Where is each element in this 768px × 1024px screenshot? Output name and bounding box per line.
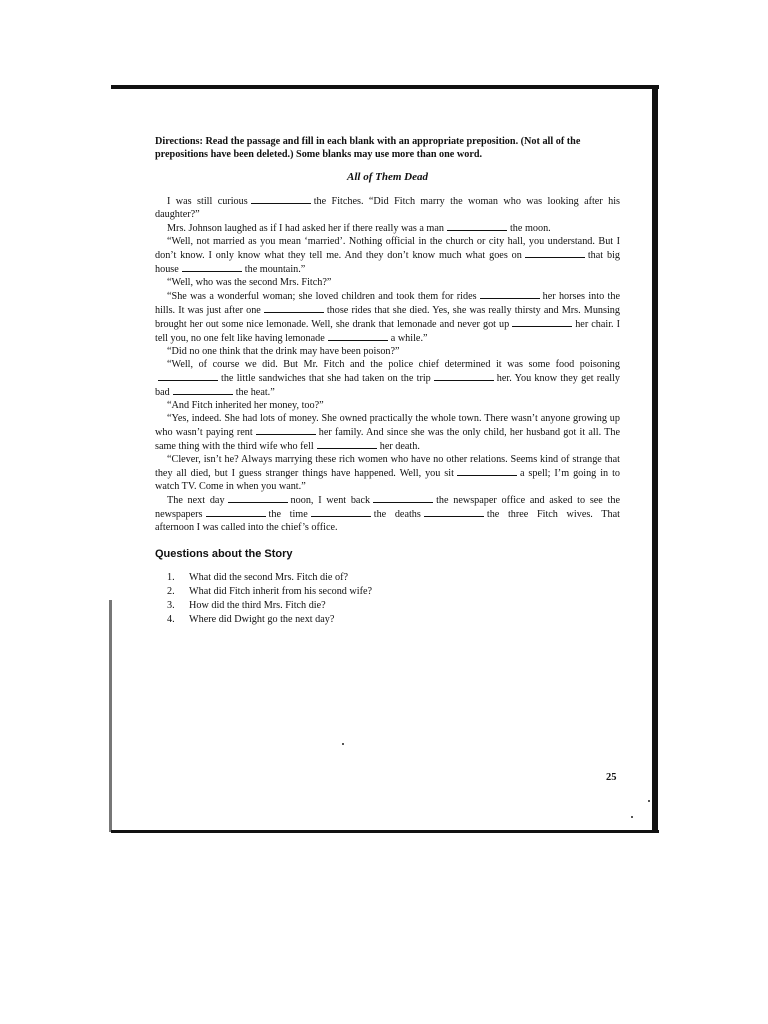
fill-in-blank[interactable] xyxy=(447,221,507,231)
question-number: 4. xyxy=(167,614,175,625)
question-text: How did the third Mrs. Fitch die? xyxy=(189,600,326,611)
fill-in-blank[interactable] xyxy=(264,303,324,313)
scan-speck xyxy=(631,816,633,818)
paragraph-text: the moon. xyxy=(509,223,551,234)
story-paragraph xyxy=(155,289,620,345)
worksheet-page xyxy=(155,135,620,627)
fill-in-blank[interactable] xyxy=(251,194,311,204)
story-paragraph xyxy=(155,221,620,235)
question-item xyxy=(167,585,620,598)
fill-in-blank[interactable] xyxy=(424,507,484,517)
questions-list xyxy=(155,571,620,626)
paragraph-text: the deaths xyxy=(373,509,421,520)
paragraph-text: her horses into the hills. It was just after one xyxy=(155,291,620,316)
scan-speck xyxy=(342,743,344,745)
story-paragraph xyxy=(155,345,620,358)
paragraph-text: a spell; I’m going in to watch TV. Come in when you want.” xyxy=(155,468,620,492)
question-text: Where did Dwight go the next day? xyxy=(189,614,335,625)
paragraph-text: I was still curious xyxy=(167,196,248,207)
story-paragraph xyxy=(155,358,620,399)
page-number: 25 xyxy=(606,772,617,783)
fill-in-blank[interactable] xyxy=(480,289,540,299)
paragraph-text: “Well, not married as you mean ‘married’. Nothing official in the church or city hall, you understand. But I don’t know. I only know what they tell me. And they don’t know much what goes on xyxy=(155,236,620,261)
paragraph-text: “Well, who was the second Mrs. Fitch?” xyxy=(167,277,332,288)
story-title: All of Them Dead xyxy=(347,171,428,183)
story-paragraph xyxy=(155,399,620,412)
fill-in-blank[interactable] xyxy=(373,493,433,503)
story-paragraph xyxy=(155,194,620,221)
paragraph-text: the Fitches. “Did Fitch marry the woman who was looking after his daughter?” xyxy=(155,196,621,220)
page-border-right xyxy=(652,87,658,833)
story-paragraph xyxy=(155,276,620,289)
fill-in-blank[interactable] xyxy=(328,331,388,341)
paragraph-text: her. You know they get really bad xyxy=(155,373,620,398)
question-number: 2. xyxy=(167,586,175,597)
paragraph-text: the three Fitch wives. That afternoon I was called into the chief’s office. xyxy=(155,509,620,533)
paragraph-text: noon, I went back xyxy=(290,495,371,506)
fill-in-blank[interactable] xyxy=(173,385,233,395)
fill-in-blank[interactable] xyxy=(256,425,316,435)
paragraph-text: her chair. I tell you, no one felt like having lemonade xyxy=(155,319,620,344)
fill-in-blank[interactable] xyxy=(182,262,242,272)
question-item xyxy=(167,599,620,612)
question-text: What did the second Mrs. Fitch die of? xyxy=(189,572,349,583)
question-item xyxy=(167,571,620,584)
story-paragraph xyxy=(155,235,620,276)
fill-in-blank[interactable] xyxy=(311,507,371,517)
question-number: 1. xyxy=(167,572,175,583)
questions-heading: Questions about the Story xyxy=(155,548,293,560)
story-passage xyxy=(155,194,620,534)
paragraph-text: the time xyxy=(268,509,308,520)
fill-in-blank[interactable] xyxy=(525,248,585,258)
fill-in-blank[interactable] xyxy=(228,493,288,503)
paragraph-text: the little sandwiches that she had taken on the trip xyxy=(221,373,431,384)
paragraph-text: the mountain.” xyxy=(244,264,306,275)
story-paragraph xyxy=(155,453,620,493)
paragraph-text: a while.” xyxy=(390,333,428,344)
question-number: 3. xyxy=(167,600,175,611)
paragraph-text: “She was a wonderful woman; she loved children and took them for rides xyxy=(167,291,477,302)
paragraph-text: The next day xyxy=(167,495,225,506)
paragraph-text: her death. xyxy=(379,441,420,452)
fill-in-blank[interactable] xyxy=(317,439,377,449)
fill-in-blank[interactable] xyxy=(158,371,218,381)
story-paragraph xyxy=(155,493,620,534)
directions-text: Directions: Read the passage and fill in each blank with an appropriate preposition. (Not all of the prepositions have been deleted.) Some blanks may use more than one word. xyxy=(155,136,581,160)
paragraph-text: her family. And since she was the only child, her husband got it all. The same thing with the third wife who fell xyxy=(155,427,620,452)
paragraph-text: that big house xyxy=(155,250,620,275)
page-border-left xyxy=(109,600,112,832)
paragraph-text: “Yes, indeed. She had lots of money. She owned practically the whole town. There wasn’t anyone growing up who wasn’t paying rent xyxy=(155,413,620,438)
paragraph-text: “Well, of course we did. But Mr. Fitch and the police chief determined it was some food poisoning xyxy=(167,359,620,370)
scan-speck xyxy=(648,800,650,802)
fill-in-blank[interactable] xyxy=(434,371,494,381)
page-border-top xyxy=(111,85,659,89)
paragraph-text: those rides that she died. Yes, she was really thirsty and Mrs. Munsing brought her out some nice lemonade. Well, she drank that lemonade and never got up xyxy=(155,305,620,330)
fill-in-blank[interactable] xyxy=(512,317,572,327)
paragraph-text: Mrs. Johnson laughed as if I had asked her if there really was a man xyxy=(167,223,444,234)
fill-in-blank[interactable] xyxy=(206,507,266,517)
paragraph-text: “Did no one think that the drink may have been poison?” xyxy=(167,346,400,357)
question-item xyxy=(167,613,620,626)
fill-in-blank[interactable] xyxy=(457,466,517,476)
paragraph-text: “Clever, isn’t he? Always marrying these rich women who have no other relations. Seems kind of strange that they all died, but I guess stranger things have happened. Well, you sit xyxy=(155,454,620,479)
story-paragraph xyxy=(155,412,620,453)
page-border-bottom xyxy=(111,830,659,833)
paragraph-text: the newspaper office and asked to see the newspapers xyxy=(155,495,621,520)
paragraph-text: “And Fitch inherited her money, too?” xyxy=(167,400,324,411)
question-text: What did Fitch inherit from his second wife? xyxy=(189,586,373,597)
paragraph-text: the heat.” xyxy=(235,387,275,398)
